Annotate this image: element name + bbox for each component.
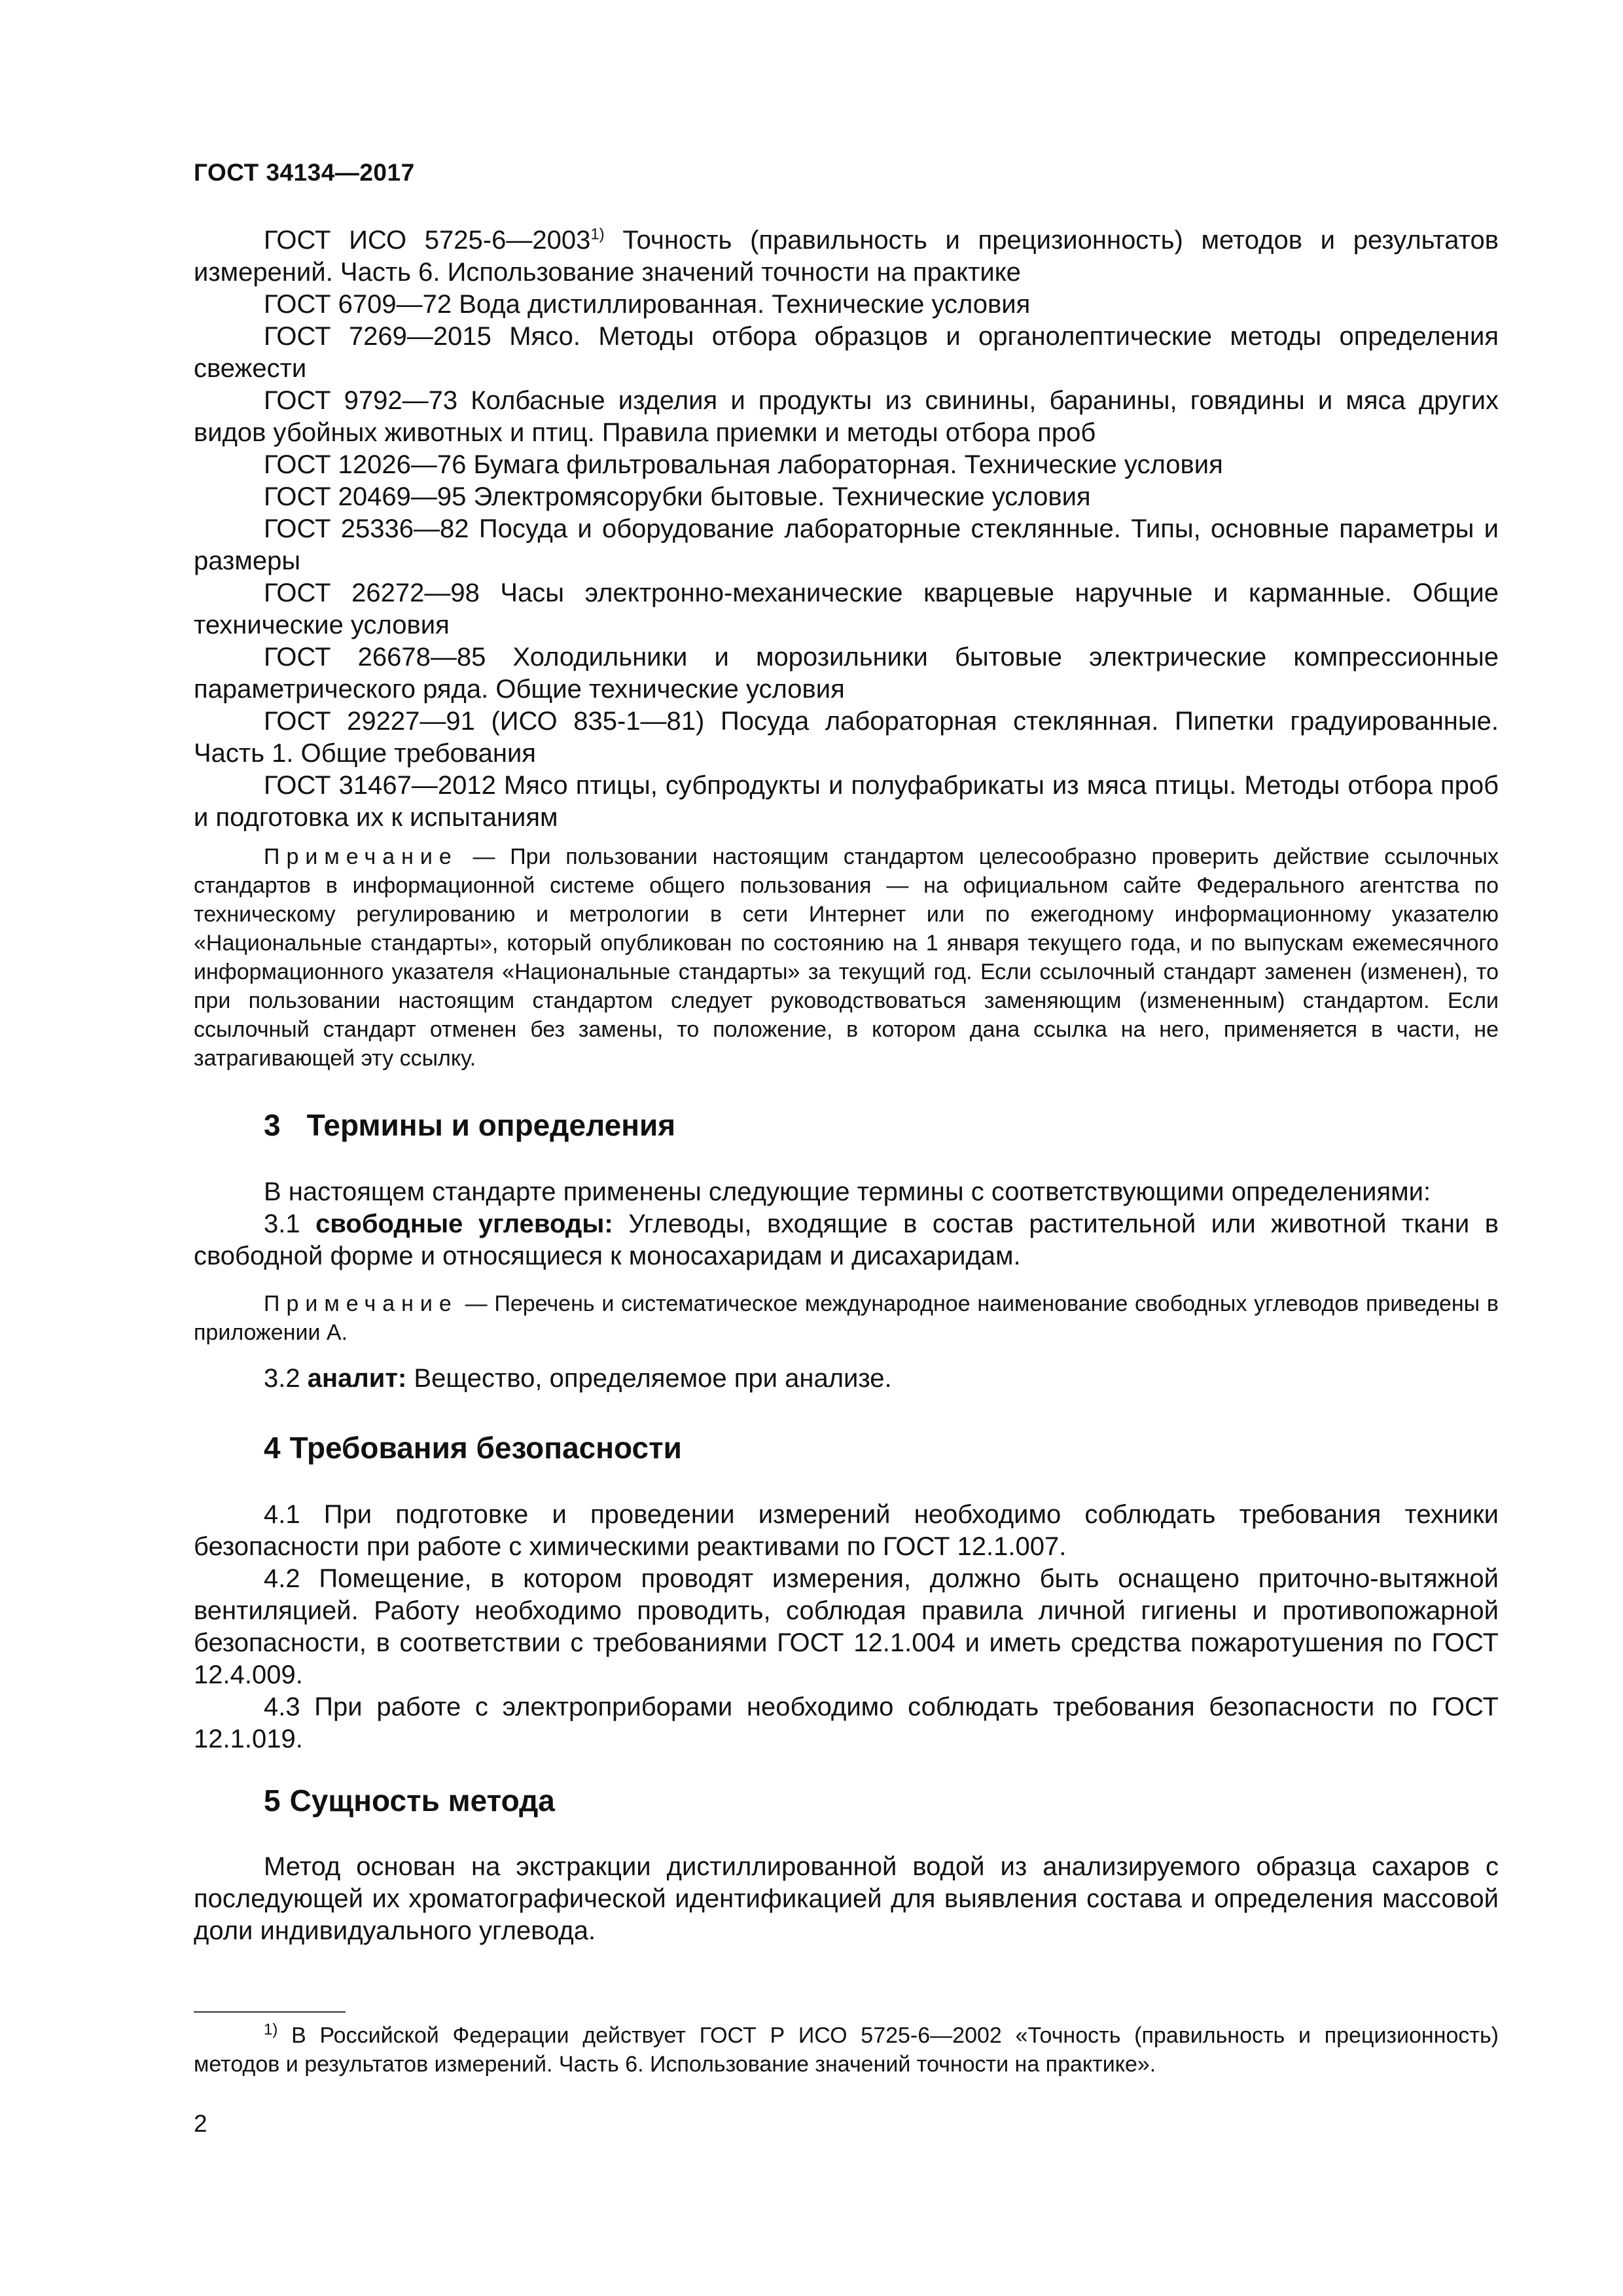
document-id-header: ГОСТ 34134—2017 <box>194 159 415 186</box>
note-text: — При пользовании настоящим стандартом целесообразно проверить действие ссылочных стандартов в информационной системе общего пользования — на официальном сайте Федерального агентства по техническому регулированию и метрологии в сети Интернет или по ежегодному информационному указателю «Национальные стандарты», который опубликован по состоянию на 1 января текущего года, и по выпускам ежемесячного информационного указателя «Национальные стандарты» за текущий год. Если ссылочный стандарт заменен (изменен), то при пользовании настоящим стандартом следует руководствоваться заменяющим (измененным) стандартом. Если ссылочный стандарт отменен без замены, то положение, в котором дана ссылка на него, применяется в части, не затрагивающей эту ссылку. <box>194 844 1499 1071</box>
reference-title: Бумага фильтровальная лабораторная. Технические условия <box>466 450 1223 479</box>
section-number: 4 <box>264 1431 281 1465</box>
reference-title: Точность (правильность и прецизионность) методов и результатов измерений. Часть 6. Использование значений точности на практике <box>194 226 1499 287</box>
reference-code: ГОСТ 31467—2012 <box>264 771 496 800</box>
term-3-1: 3.1 свободные углеводы: Углеводы, входящие в состав растительной или животной ткани в свободной форме и относящиеся к моносахаридам и дисахаридам. <box>194 1210 1499 1270</box>
reference-item <box>194 385 1499 449</box>
term-3-2: 3.2 аналит: Вещество, определяемое при анализе. <box>264 1364 892 1393</box>
reference-code: ГОСТ 9792—73 <box>264 386 458 415</box>
reference-code: ГОСТ 26678—85 <box>264 643 486 672</box>
reference-item <box>194 770 1499 834</box>
section-title: Сущность метода <box>289 1784 555 1818</box>
reference-code: ГОСТ ИСО 5725-6—2003 <box>264 226 591 255</box>
note-label: Примечание <box>264 844 458 869</box>
page-number: 2 <box>194 2110 207 2137</box>
term-3-2-block <box>194 1363 1499 1395</box>
reference-title: Часы электронно-механические кварцевые наручные и карманные. Общие технические условия <box>194 579 1499 639</box>
term-name: аналит: <box>307 1364 407 1393</box>
reference-item <box>194 481 1499 513</box>
reference-item <box>194 289 1499 321</box>
section-3-body <box>194 1176 1499 1272</box>
paragraph-4-1: 4.1 При подготовке и проведении измерений необходимо соблюдать требования техники безопасности при работе с химическими реактивами по ГОСТ 12.1.007. <box>194 1500 1499 1561</box>
reference-code: ГОСТ 29227—91 (ИСО 835-1—81) <box>264 707 705 736</box>
reference-code: ГОСТ 25336—82 <box>264 514 469 543</box>
section-number: 5 <box>264 1784 281 1818</box>
reference-code: ГОСТ 12026—76 <box>264 450 467 479</box>
section-number: 3 <box>264 1108 281 1142</box>
paragraph-4-3: 4.3 При работе с электроприборами необходимо соблюдать требования безопасности по ГОСТ 12.1.019. <box>194 1693 1499 1753</box>
normative-references-list <box>194 224 1499 834</box>
footnote <box>194 2021 1499 2079</box>
reference-item <box>194 513 1499 577</box>
section-title: Термины и определения <box>306 1108 676 1142</box>
footnote-marker: 1) <box>590 225 605 243</box>
section-3-intro: В настоящем стандарте применены следующие термины с соответствующими определениями: <box>264 1177 1431 1206</box>
reference-code: ГОСТ 6709—72 <box>264 290 452 319</box>
section-4-heading <box>264 1430 682 1465</box>
section-4-body <box>194 1499 1499 1755</box>
reference-code: ГОСТ 7269—2015 <box>264 322 491 351</box>
reference-title: Электромясорубки бытовые. Технические условия <box>466 482 1091 511</box>
reference-title: Мясо. Методы отбора образцов и органолептические методы определения свежести <box>194 322 1499 383</box>
reference-item <box>194 706 1499 770</box>
section-5-heading <box>264 1783 555 1818</box>
section-3-heading <box>264 1107 675 1143</box>
section-5-body <box>194 1851 1499 1947</box>
reference-item <box>194 224 1499 289</box>
reference-item <box>194 577 1499 641</box>
section-title: Требования безопасности <box>289 1431 682 1465</box>
reference-title: Холодильники и морозильники бытовые электрические компрессионные параметрического ряда. Общие технические условия <box>194 643 1499 704</box>
term-name: свободные углеводы: <box>315 1210 613 1238</box>
terms-note <box>194 1289 1499 1347</box>
paragraph-5-1: Метод основан на экстракции дистиллированной водой из анализируемого образца сахаров с последующей их хроматографической идентификацией для выявления состава и определения массовой доли индивидуального углевода. <box>194 1852 1499 1945</box>
footnote-marker: 1) <box>264 2020 278 2039</box>
reference-title: Вода дистиллированная. Технические условия <box>452 290 1031 319</box>
paragraph-4-2: 4.2 Помещение, в котором проводят измерения, должно быть оснащено приточно-вытяжной вентиляцией. Работу необходимо проводить, соблюдая правила личной гигиены и противопожарной безопасности, в соответствии с требованиями ГОСТ 12.1.004 и иметь средства пожаротушения по ГОСТ 12.4.009. <box>194 1564 1499 1689</box>
term-definition: Углеводы, входящие в состав растительной или животной ткани в свободной форме и относящиеся к моносахаридам и дисахаридам. <box>194 1210 1499 1270</box>
footnote-divider <box>194 2011 346 2013</box>
reference-title: Мясо птицы, субпродукты и полуфабрикаты из мяса птицы. Методы отбора проб и подготовка их к испытаниям <box>194 771 1499 832</box>
reference-title: Посуда лабораторная стеклянная. Пипетки градуированные. Часть 1. Общие требования <box>194 707 1499 768</box>
reference-item <box>194 449 1499 481</box>
references-note <box>194 842 1499 1073</box>
reference-item <box>194 321 1499 385</box>
reference-code: ГОСТ 26272—98 <box>264 579 480 607</box>
footnote-text: В Российской Федерации действует ГОСТ Р ИСО 5725-6—2002 «Точность (правильность и прецизионность) методов и результатов измерений. Часть 6. Использование значений точности на практике». <box>194 2023 1499 2077</box>
reference-title: Посуда и оборудование лабораторные стеклянные. Типы, основные параметры и размеры <box>194 514 1499 575</box>
note-text: — Перечень и систематическое международное наименование свободных углеводов приведены в приложении А. <box>194 1291 1499 1345</box>
note-label: Примечание <box>264 1291 458 1316</box>
reference-item <box>194 641 1499 706</box>
reference-title: Колбасные изделия и продукты из свинины, баранины, говядины и мяса других видов убойных животных и птиц. Правила приемки и методы отбора проб <box>194 386 1499 447</box>
term-definition: Вещество, определяемое при анализе. <box>406 1364 892 1393</box>
reference-code: ГОСТ 20469—95 <box>264 482 467 511</box>
